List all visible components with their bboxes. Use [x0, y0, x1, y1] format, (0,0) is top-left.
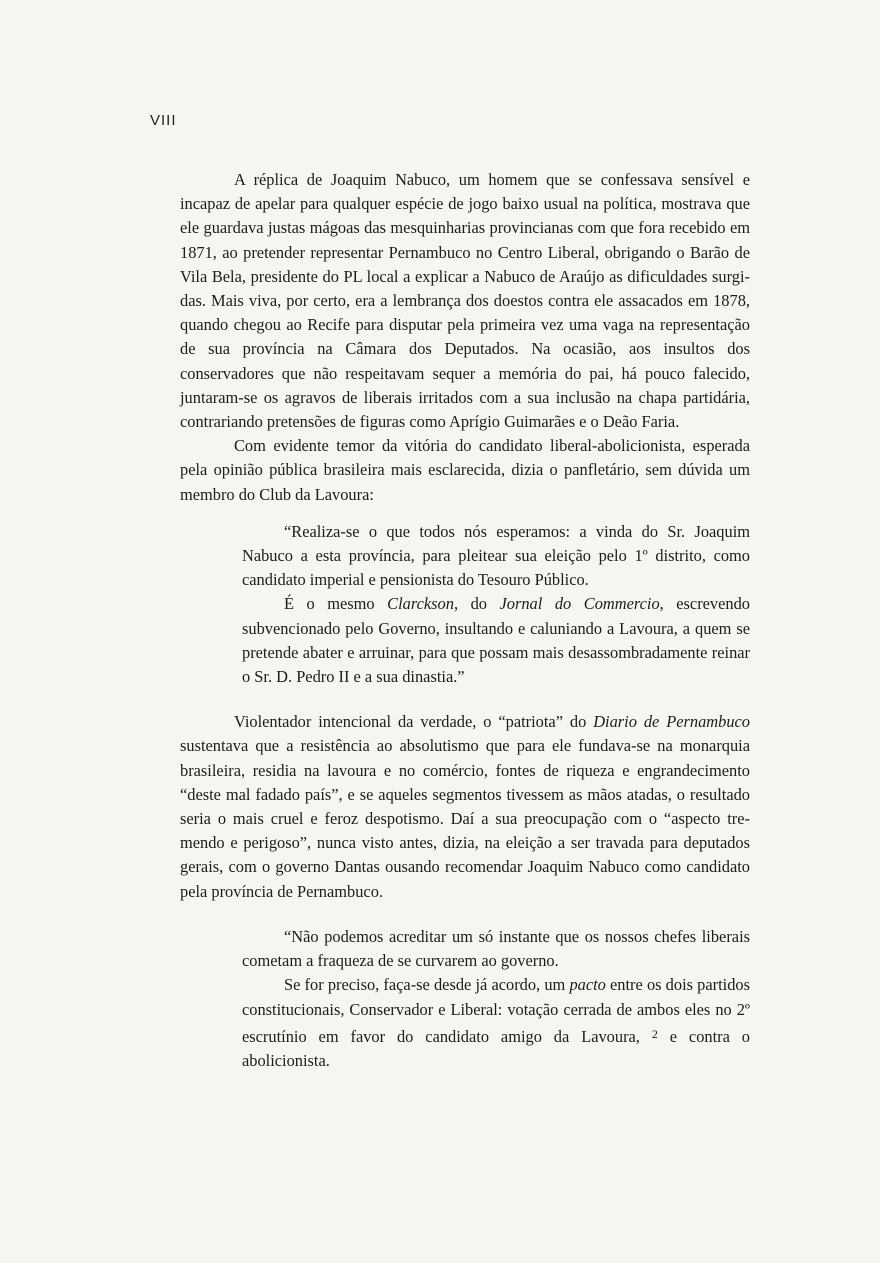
italic-word: pacto: [569, 975, 606, 995]
footnote-marker[interactable]: 2: [651, 1026, 658, 1041]
quote-2-paragraph-1: “Não podemos acreditar um só instante que os nossos chefes liberais cometam a fraqueza de se curvarem ao governo.: [242, 926, 750, 971]
paragraph-1: A réplica de Joaquim Nabuco, um homem que se confessava sensível e incapaz de apelar para qualquer espécie de jogo baixo usual na política, mostrava que ele guardava justas mágoas das mesquinharias provincianas com que fora recebido em 1871, ao pretender representar Pernambuco no Centro Liberal, obrigando o Barão de Vila Bela, presidente do PL local a explicar a Nabuco de Araújo as dificuldades surgidas. Mais viva, por certo, era a lembrança dos doestos contra ele assacados em 1878, quando chegou ao Recife para disputar pela primeira vez uma vaga na representação de sua província na Câmara dos Deputados. Na ocasião, aos insultos dos conservadores que não respeitavam sequer a memória do pai, há pouco falecido, juntaram-se os agravos de liberais irritados com a sua inclusão na chapa partidária, contrariando pretensões de figuras como Aprígio Guimarães e o Deão Faria.: [180, 170, 750, 432]
page-number: VIII: [150, 112, 177, 129]
paragraph-3: Violentador intencional da verdade, o “patriota” do Diario de Pernambuco sustentava que a resistência ao absolutismo que para ele fundava-se na monarquia brasileira, residia na lavoura e no comércio, fontes de riqueza e engrandecimento “deste mal fadado país”, e se aqueles segmentos tivessem as mãos atadas, o resultado seria o mais cruel e feroz despotismo. Daí a sua preocupação com o “aspecto tremendo e perigoso”, nunca visto antes, dizia, na eleição a ser travada para deputados gerais, com o governo Dantas ousando recomendar Joaquim Nabuco como candidato pela província de Pernambuco.: [180, 712, 750, 901]
italic-newspaper: Jornal do Commercio: [499, 594, 660, 614]
block-quote-2: [242, 925, 750, 1073]
quote-1-paragraph-2: É o mesmo Clarckson, do Jornal do Commercio, escrevendo subvencionado pelo Governo, insultando e caluniando a Lavoura, a quem se pretende abater e arruinar, para que possam mais desassombradamente reinar o Sr. D. Pedro II e a sua dinastia.”: [242, 594, 750, 687]
quote-2-paragraph-2: Se for preciso, faça-se desde já acordo, um pacto entre os dois partidos constitucionais, Conservador e Liberal: votação cerrada de ambos eles no 2º escrutínio em favor do candidato amigo da Lavoura, $^2$ e contra o abolicionista.: [242, 975, 750, 1070]
body-text: [180, 168, 750, 1073]
italic-newspaper: Diario de Pernambuco: [593, 712, 750, 732]
quote-1-paragraph-1: “Realiza-se o que todos nós esperamos: a vinda do Sr. Joaquim Nabuco a esta província, para pleitear sua eleição pelo 1º distrito, como candidato imperial e pensionista do Tesouro Público.: [242, 521, 750, 590]
italic-name: Clarckson: [387, 594, 454, 614]
paragraph-2: Com evidente temor da vitória do candidato liberal-abolicionista, esperada pela opinião pública brasileira mais esclarecida, dizia o panfletário, sem dúvida um membro do Club da Lavoura:: [180, 436, 750, 504]
block-quote-1: [242, 520, 750, 689]
